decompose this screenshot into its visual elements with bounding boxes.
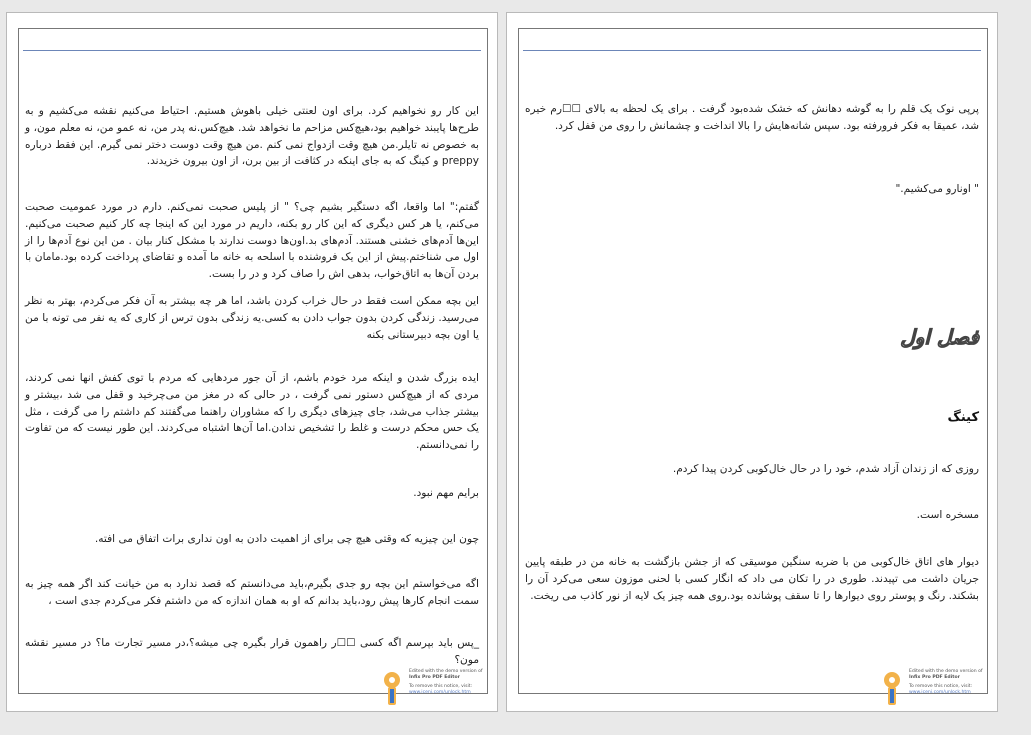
paragraph: مسخره است. — [916, 509, 979, 521]
paragraph: _پس باید بپرسم اگه کسی ☐☐ر راهمون قرار بگیره چی میشه؟،در مسیر تجارت ما؟ در مسیر نقشه مون؟ — [25, 637, 479, 666]
infix-logo-icon — [379, 671, 405, 707]
paragraph: گفتم:" اما واقعا، اگه دستگیر بشیم چی؟ " از پلیس صحبت نمی‌کنم. دارم در مورد عمومیت صحبت می‌کنم، یا هر کس دیگری که این کار رو بکنه، داریم در مورد این که اینجا چه کار کنیم صحبت می‌کنیم. این‌ها آدم‌های خشنی هستند. آدم‌های بد.اون‌ها دوست ندارند با مشکل کنار بیان . من این نوع آدم‌ها را از اول می شناختم.پیش از این یک فروشنده با اسلحه به خانه ما آمده و تقاضای پرداخت کرده بود.مامان با بردن آن‌ها به اتاق‌خواب، بدهی اش را صاف کرد و در را بست. — [25, 201, 479, 281]
chapter-title: فصل اول — [900, 325, 979, 349]
paragraph: " اونارو می‌کشیم." — [895, 183, 979, 195]
demo-watermark — [879, 669, 997, 709]
paragraph: پرپی نوک یک قلم را به گوشه دهانش که خشک شده‌بود گرفت . برای یک لحظه به بالای ☐☐رم خیره شد، عمیقا به فکر فرورفته بود. سپس شانه‌هایش را بالا انداخت و چشمانش را روی من قفل کرد. — [525, 103, 979, 132]
section-title: کینگ — [947, 410, 979, 425]
paragraph: اگه می‌خواستم این بچه رو جدی بگیرم،باید می‌دانستم که قصد ندارد به من خیانت کند اگر همه چیز به سمت انجام کارها پیش رود،باید بدانم که او به همان اندازه که من داشتم فکر می‌کردم جدی است ، — [25, 578, 479, 607]
paragraph: برایم مهم نبود. — [413, 487, 479, 499]
demo-watermark — [379, 669, 497, 709]
watermark-text: Edited with the demo version of Infix Pro PDF Editor To remove this notice, visit: www.iceni.com/unlock.htm — [909, 669, 983, 695]
watermark-text: Edited with the demo version of Infix Pro PDF Editor To remove this notice, visit: www.iceni.com/unlock.htm — [409, 669, 483, 695]
paragraph: این بچه ممکن است فقط در حال خراب کردن باشد، اما هر چه بیشتر به آن فکر می‌کردم، بهتر به نظر می‌رسید. زندگی کردن بدون جواب دادن به کسی.یه زندگی بدون ترس از کاری که یه نفر می تونه با من یا اون بچه دبیرستانی بکنه — [25, 295, 479, 341]
paragraph: چون این چیزیه که وقتی هیچ چی برای از اهمیت دادن به اون نداری برات اتفاق می افته. — [94, 533, 479, 545]
header-rule — [523, 50, 981, 51]
paragraph: روزی که از زندان آزاد شدم، خود را در حال خال‌کوبی کردن پیدا کردم. — [672, 463, 979, 475]
watermark-link[interactable]: www.iceni.com/unlock.htm — [909, 689, 971, 695]
paragraph: دیوار های اتاق خال‌کوبی من با ضربه سنگین موسیقی که از جشن بازگشت به خانه من در طبقه پایین جریان داشت می تپیدند. طوری در را تکان می داد که انگار کسی با لحنی موزون سعی می‌کرد آن را بشکند. رنگ و پوستر روی دیوارها را تا سقف پوشانده بود.روی همه چیز یک لایه از نور کاذب می ریخت. — [525, 556, 979, 602]
paragraph: این کار رو نخواهیم کرد. برای اون لعنتی خیلی باهوش هستیم. احتیاط می‌کنیم نقشه می‌کشیم و به طرح‌ها پایبند خواهیم بود،هیچ‌کس مزاحم ما نخواهد شد. هیچ‌کس.نه پدر من، نه عمو من، نه معلم مون، و به خصوص نه تایلر.من هیچ وقت ازدواج نمی کنم .من هیچ وقت دوست دختر نمی گیرم. این فقط درباره preppy و کینگ که به جای اینکه در کثافت از بین برن، از اون بیرون خزیدند. — [25, 105, 479, 168]
infix-logo-icon — [879, 671, 905, 707]
document-page-right — [506, 12, 998, 712]
paragraph: ایده بزرگ شدن و اینکه مرد خودم باشم، از آن جور مردهایی که مردم با توی کفش انها نمی کردند، مردی که از هیچ‌کس دستور نمی گرفت ، در حالی که در مغز من می‌چرخید و قفل می شد ،بیشتر و بیشتر جذاب می‌شد، جای چیزهای دیگری را که مشاوران راهنما می‌گفتند کم داشتم را می گرفت ، مثل یک حس محکم درست و غلط را تشخیص ندادن.اما آن‌ها اشتباه می‌کردند. این طور نیست که من تفاوت را نمی‌دانستم. — [25, 372, 479, 452]
document-page-left — [6, 12, 498, 712]
watermark-link[interactable]: www.iceni.com/unlock.htm — [409, 689, 471, 695]
header-rule — [23, 50, 481, 51]
